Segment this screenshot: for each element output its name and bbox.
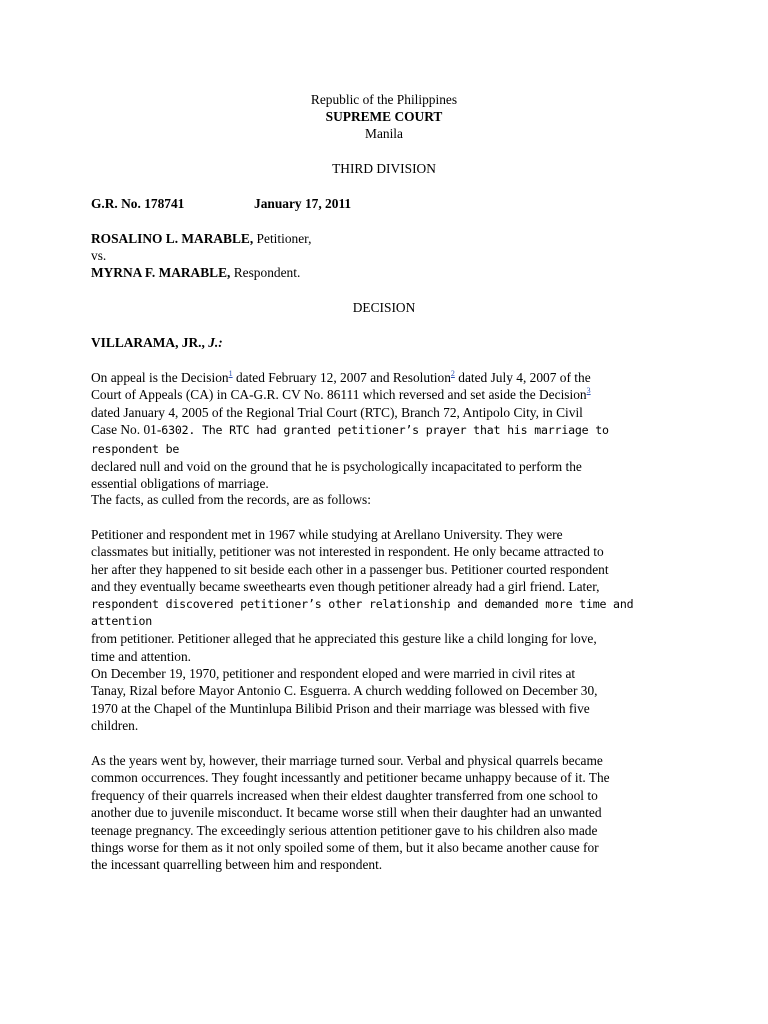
paragraph-1 xyxy=(91,369,681,493)
gr-number: G.R. No. 178741 xyxy=(91,196,185,211)
p3-line-4: and they eventually became sweethearts even though petitioner already had a girl friend. Later, xyxy=(91,579,600,595)
ponente xyxy=(91,334,681,351)
p1-text-a: On appeal is the Decision xyxy=(91,370,229,385)
p1-line-6: essential obligations of marriage. xyxy=(91,476,269,492)
case-number-line xyxy=(91,195,681,212)
p4-line-2: Tanay, Rizal before Mayor Antonio C. Esguerra. A church wedding followed on December 30, xyxy=(91,683,598,699)
p5-line-7: the incessant quarrelling between him and respondent. xyxy=(91,857,383,873)
paragraph-3 xyxy=(91,526,681,665)
p5-line-1: As the years went by, however, their marriage turned sour. Verbal and physical quarrels became xyxy=(91,753,603,768)
p5-line-5: teenage pregnancy. The exceedingly serious attention petitioner gave to his children also made xyxy=(91,822,598,838)
p4-line-4: children. xyxy=(91,718,139,734)
division-title: THIRD DIVISION xyxy=(332,161,436,176)
p3-line-3: her after they happened to sit beside each other in a passenger bus. Petitioner courted respondent xyxy=(91,561,609,577)
paragraph-2: The facts, as culled from the records, are as follows: xyxy=(91,492,371,507)
p1-line-2: Court of Appeals (CA) in CA-G.R. CV No. 86111 which reversed and set aside the Decision xyxy=(91,387,587,403)
p1-line-5: declared null and void on the ground that he is psychologically incapacitated to perform the xyxy=(91,459,582,475)
footnote-link-3[interactable]: 3 xyxy=(586,386,591,396)
p3-line-5: respondent discovered petitioner’s other relationship and demanded more time and attention xyxy=(91,596,634,629)
p1-line-4a: Case No. 01- xyxy=(91,422,162,438)
republic-line: Republic of the Philippines xyxy=(310,92,458,107)
p3-line-2: classmates but initially, petitioner was not interested in respondent. He only became attracted to xyxy=(91,544,604,560)
p5-line-3: frequency of their quarrels increased when their eldest daughter transferred from one school to xyxy=(91,787,598,803)
case-date: January 17, 2011 xyxy=(254,196,352,211)
p5-line-2: common occurrences. They fought incessantly and petitioner became unhappy because of it. The xyxy=(91,770,610,786)
court-name: SUPREME COURT xyxy=(325,109,443,124)
paragraph-5 xyxy=(91,752,681,874)
versus: vs. xyxy=(91,248,107,263)
p5-line-6: things worse for them as it not only spoiled some of them, but it also became another cause for xyxy=(91,840,599,856)
footnote-link-1[interactable]: 1 xyxy=(228,369,233,378)
p5-line-4: another due to juvenile misconduct. It became worse still when their daughter had an unwanted xyxy=(91,805,602,821)
court-city: Manila xyxy=(365,126,403,141)
p1-line-4b: 6302. The RTC had granted petitioner’s prayer that his marriage to respondent be xyxy=(91,423,609,456)
p1-text-b: dated February 12, 2007 and Resolution xyxy=(232,370,451,385)
p4-line-3: 1970 at the Chapel of the Muntinlupa Bilibid Prison and their marriage was blessed with five xyxy=(91,700,590,716)
p1-text-c: dated July 4, 2007 of the xyxy=(454,370,591,385)
respondent-line xyxy=(91,264,681,281)
petitioner-role: Petitioner, xyxy=(253,231,312,246)
respondent-role: Respondent. xyxy=(230,265,301,280)
p3-line-1: Petitioner and respondent met in 1967 while studying at Arellano University. They were xyxy=(91,527,563,542)
p3-line-6: from petitioner. Petitioner alleged that he appreciated this gesture like a child longing for love, xyxy=(91,631,597,647)
p4-line-1: On December 19, 1970, petitioner and respondent eloped and were married in civil rites at xyxy=(91,666,576,681)
decision-title: DECISION xyxy=(352,300,416,315)
petitioner-name: ROSALINO L. MARABLE, xyxy=(91,231,254,246)
petitioner-line xyxy=(91,230,681,247)
respondent-name: MYRNA F. MARABLE, xyxy=(91,265,231,280)
footnote-link-2[interactable]: 2 xyxy=(450,369,455,378)
ponente-name: VILLARAMA, JR., xyxy=(91,335,205,350)
ponente-suffix: J.: xyxy=(208,335,223,350)
paragraph-4 xyxy=(91,665,681,735)
p3-line-7: time and attention. xyxy=(91,648,192,664)
p1-line-3: dated January 4, 2005 of the Regional Trial Court (RTC), Branch 72, Antipolo City, in Civil xyxy=(91,404,583,420)
